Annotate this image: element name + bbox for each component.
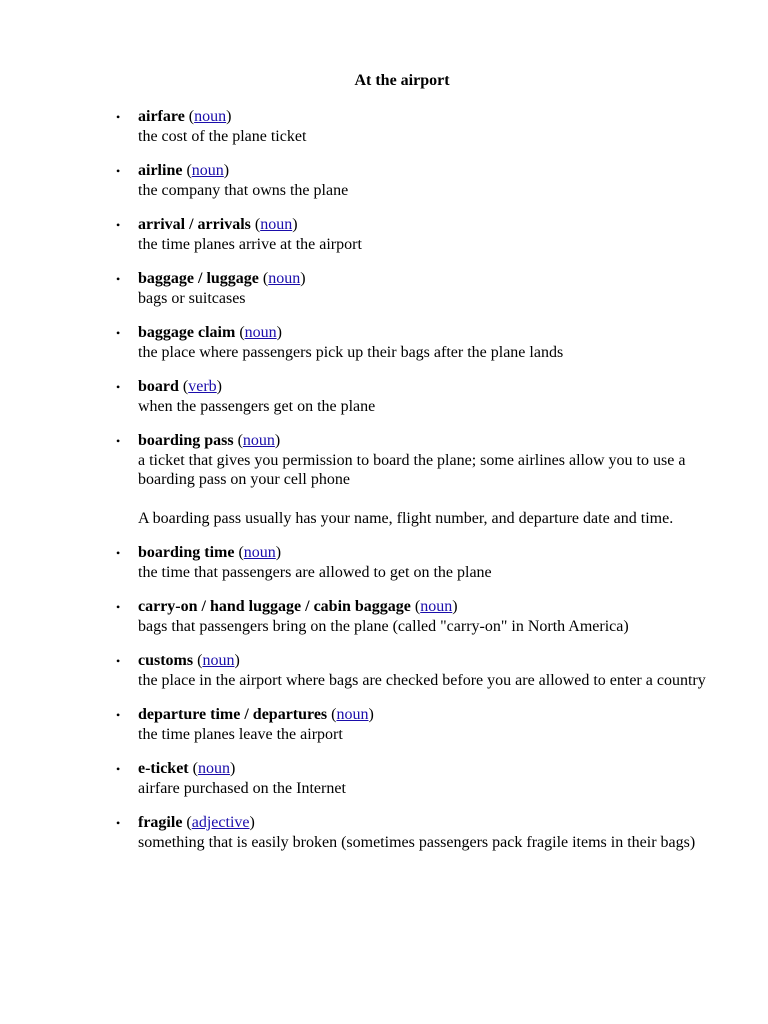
part-of-speech-link[interactable]: noun [260, 216, 293, 233]
bullet-icon: • [116, 218, 121, 232]
entry-definition: the place where passengers pick up their bags after the plane lands [138, 343, 564, 361]
entry-definition: a ticket that gives you permission to board the plane; some airlines allow you to use a boarding pass on your cell phone [138, 451, 686, 488]
entry-term: airline [138, 162, 183, 179]
page-title: At the airport [354, 72, 450, 89]
vocabulary-entry: • carry-on / hand luggage / cabin baggage (noun) bags that passengers bring on the plane (called "carry-on" in North America) [138, 597, 738, 636]
vocabulary-entry: • baggage claim (noun) the place where passengers pick up their bags after the plane lands [138, 323, 738, 362]
bullet-icon: • [116, 708, 121, 722]
bullet-icon: • [116, 164, 121, 178]
vocabulary-entry: • customs (noun) the place in the airport where bags are checked before you are allowed to enter a country [138, 651, 738, 690]
bullet-icon: • [116, 272, 121, 286]
bullet-icon: • [116, 546, 121, 560]
part-of-speech-link[interactable]: noun [202, 652, 235, 669]
entry-definition: the time planes leave the airport [138, 725, 343, 743]
part-of-speech-link[interactable]: noun [420, 598, 453, 615]
entry-term: arrival / arrivals [138, 216, 251, 233]
part-of-speech-link[interactable]: noun [268, 270, 301, 287]
entry-term: boarding time [138, 544, 235, 561]
entry-term: departure time / departures [138, 706, 328, 723]
entry-term: fragile [138, 814, 183, 831]
part-of-speech-link[interactable]: noun [197, 760, 230, 777]
part-of-speech-link[interactable]: noun [243, 544, 276, 561]
vocabulary-entry: • fragile (adjective) something that is easily broken (sometimes passengers pack fragile items in their bags) [138, 813, 738, 852]
part-of-speech-link[interactable]: noun [194, 108, 227, 125]
part-of-speech-link[interactable]: verb [188, 378, 217, 395]
entry-term: airfare [138, 108, 185, 125]
vocabulary-entry: • baggage / luggage (noun) bags or suitcases [138, 269, 738, 308]
bullet-icon: • [116, 600, 121, 614]
bullet-icon: • [116, 434, 121, 448]
entry-definition: the place in the airport where bags are checked before you are allowed to enter a country [138, 671, 706, 689]
vocabulary-list [116, 107, 738, 867]
entry-definition: airfare purchased on the Internet [138, 779, 346, 797]
entry-definition: when the passengers get on the plane [138, 397, 376, 415]
vocabulary-entry: • airfare (noun) the cost of the plane ticket [138, 107, 738, 146]
entry-note: A boarding pass usually has your name, flight number, and departure date and time. [138, 509, 674, 527]
entry-term: customs [138, 652, 194, 669]
vocabulary-entry: • boarding pass (noun) a ticket that gives you permission to board the plane; some airlines allow you to use a boarding pass on your cell phone A boarding pass usually has your name, flight number, and departure date and time. [138, 431, 738, 528]
vocabulary-entry: • board (verb) when the passengers get on the plane [138, 377, 738, 416]
bullet-icon: • [116, 654, 121, 668]
entry-definition: the cost of the plane ticket [138, 127, 307, 145]
entry-term: baggage claim [138, 324, 236, 341]
vocabulary-entry: • departure time / departures (noun) the time planes leave the airport [138, 705, 738, 744]
bullet-icon: • [116, 326, 121, 340]
entry-term: baggage / luggage [138, 270, 259, 287]
entry-definition: bags or suitcases [138, 289, 246, 307]
bullet-icon: • [116, 380, 121, 394]
entry-definition: the time planes arrive at the airport [138, 235, 362, 253]
part-of-speech-link[interactable]: adjective [191, 814, 250, 831]
vocabulary-entry: • airline (noun) the company that owns the plane [138, 161, 738, 200]
bullet-icon: • [116, 816, 121, 830]
entry-definition: the company that owns the plane [138, 181, 349, 199]
part-of-speech-link[interactable]: noun [191, 162, 224, 179]
vocabulary-entry: • arrival / arrivals (noun) the time planes arrive at the airport [138, 215, 738, 254]
entry-term: board [138, 378, 179, 395]
entry-definition: the time that passengers are allowed to get on the plane [138, 563, 492, 581]
entry-definition: bags that passengers bring on the plane (called "carry-on" in North America) [138, 617, 629, 635]
entry-term: e-ticket [138, 760, 189, 777]
entry-term: carry-on / hand luggage / cabin baggage [138, 598, 411, 615]
entry-definition: something that is easily broken (sometimes passengers pack fragile items in their bags) [138, 833, 696, 851]
vocabulary-entry: • e-ticket (noun) airfare purchased on the Internet [138, 759, 738, 798]
vocabulary-entry: • boarding time (noun) the time that passengers are allowed to get on the plane [138, 543, 738, 582]
part-of-speech-link[interactable]: noun [242, 432, 275, 449]
part-of-speech-link[interactable]: noun [336, 706, 369, 723]
part-of-speech-link[interactable]: noun [244, 324, 277, 341]
bullet-icon: • [116, 110, 121, 124]
entry-term: boarding pass [138, 432, 234, 449]
bullet-icon: • [116, 762, 121, 776]
